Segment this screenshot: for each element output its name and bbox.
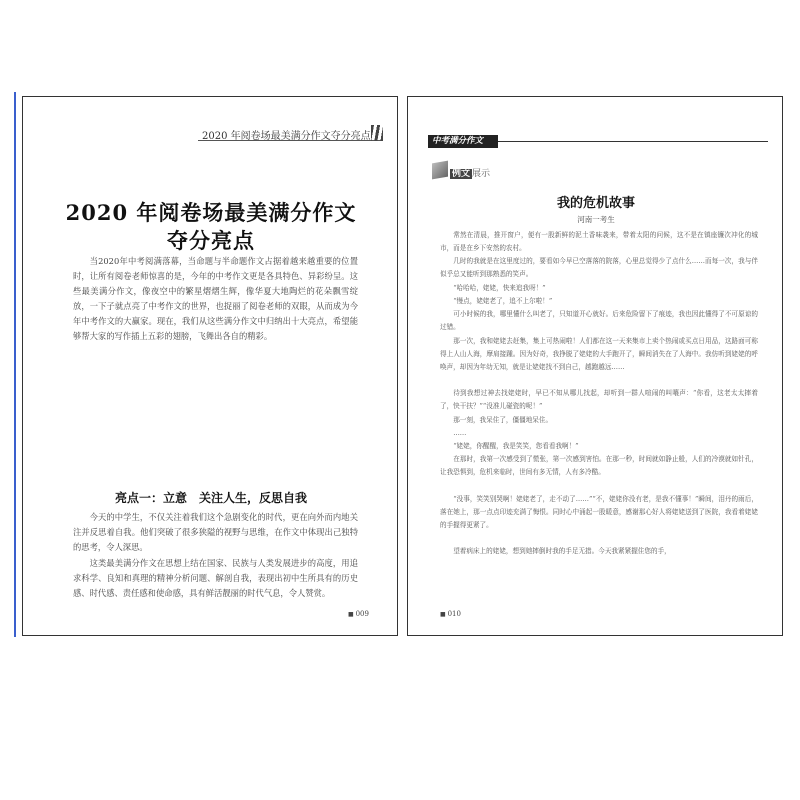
body-paragraph-1: 今天的中学生，不仅关注着我们这个急剧变化的时代，更在向外而内地关注并反思着自我。他们突破了很多狭隘的视野与思维，在作文中体现出己独特的思考，令人深思。 [73,512,358,552]
banner-rule [498,141,768,142]
cube-icon [432,161,448,180]
page-title-line2: 夺分亮点 [167,228,255,253]
intro-paragraph: 当2020年中考阅满落幕，当命题与半命题作文占据着越来越重要的位置时，让所有阅卷老师惊喜的是，今年的中考作文更是各具特色、异彩纷呈。这些最美满分作文，像夜空中的繁星熠熠生辉，像华夏大地陶烂的花朵飘雪绽放，一下子就点亮了中考作文的世界，也捉丽了阅卷老师的双眼，从而成为今年中考作文的大赢家。现在，我们从这些满分作文中归纳出十大亮点，希望能够帮大家的写作插上五彩的翅膀，飞舞出各自的精彩。 [73,256,358,341]
essay-paragraph: 待到我想过神去找姥姥时，早已不知从哪儿找起，却听到一群人喧闹的叫嚷声：“你看，这老太太摔着了，快干扶？”“没准儿碰瓷的呢！” [440,389,758,410]
essay-paragraph: “哈哈哈，姥姥，快来追我呀！” [453,284,546,292]
section-tag-light: 展示 [472,169,491,179]
essay-paragraph: 在那时，我第一次感受到了慌张，第一次感到害怕。在那一秒，时间就如静止般，人们的冷漠就如针孔，让我恐惧到，危机来临时，世间有多无情，人有多冷酷。 [440,455,758,476]
right-page [407,96,783,636]
essay-paragraph: 常然在清晨，推开窗户，便有一股新鲜的泥土香味袭来，带着太阳的问候，这不是在镇座镰次冲化的城市，而是在乡下安然的农村。 [440,231,758,252]
running-header [198,127,383,141]
point-heading: 亮点一：立意 关注人生，反思自我 [114,491,307,505]
column-tag: 中考满分作文 [428,135,498,148]
essay-paragraph: 那一刻，我呆住了，僵僵地呆住。 [453,416,553,424]
left-page [22,96,398,636]
section-tag-dark: 例文 [452,169,471,179]
essay-author: 河南一考生 [577,215,615,224]
header-stripes-icon [371,125,383,141]
page-number: ■ 010 [440,610,461,618]
section-tag [450,166,490,179]
book-edge-line [14,92,16,637]
essay-paragraph: …… [453,429,467,437]
page-number: ■ 009 [348,610,369,618]
body-paragraph-2: 这类最美满分作文在思想上结在国家、民族与人类发展进步的高度，用追求科学、良知和真理的精神分析问题、解剖自我，表现出初中生所具有的历史感、时代感、责任感和使命感，具有鲜活靓丽的时代气息，令人赞赏。 [73,558,358,598]
essay-title: 我的危机故事 [556,196,635,211]
essay-paragraph: 可小时候的我，哪里懂什么叫老了，只知道开心就好。后来危险留下了痕迹，我也因此懂得了不可原谅的过错。 [440,310,758,331]
essay-paragraph: 望着病床上的姥姥，想到她摔倒时我的手足无措。今天我紧紧握住您的手， [453,547,671,555]
essay-paragraph: 那一次，我和姥姥去赶集，集上可热闹啦！人们都在这一天来集市上卖个热闹或买点日用品，这路面可称得上人山人海，摩肩接踵。因为好奇，我挣脱了姥姥的大手跑开了，瞬间消失在了人海中。我仿听到姥姥的呼唤声，却因为年幼无知，就是让姥姥找不到自己，越跑越远…… [440,337,758,371]
essay-paragraph: 几时的我就是在这里度过的，要看如今早已空落落的院落，心里总觉得少了点什么……而每一次，我与伴似乎总又能听到那熟悉的笑声。 [440,257,758,278]
running-header-text: 2020 年阅卷场最美满分作文夺分亮点 [202,131,371,142]
essay-paragraph: “慢点，姥姥老了，追不上尔啦！” [453,297,553,305]
essay-paragraph: “姥姥，你醒醒，我是笑笑，您看看我啊！” [453,442,579,450]
page-title-line1: 2020 年阅卷场最美满分作文 [65,200,357,225]
essay-paragraph: “没事，笑笑别哭啊！姥姥老了，走不动了……”“不，姥姥你没有老，是我不懂事！”瞬间，泪丹的雨后，落在她上，那一点点印迹充满了悔恨。同时心中涌起一股暖意，感谢那心好人将姥姥送到了医院，我看着姥姥的手握得更紧了。 [440,495,758,529]
